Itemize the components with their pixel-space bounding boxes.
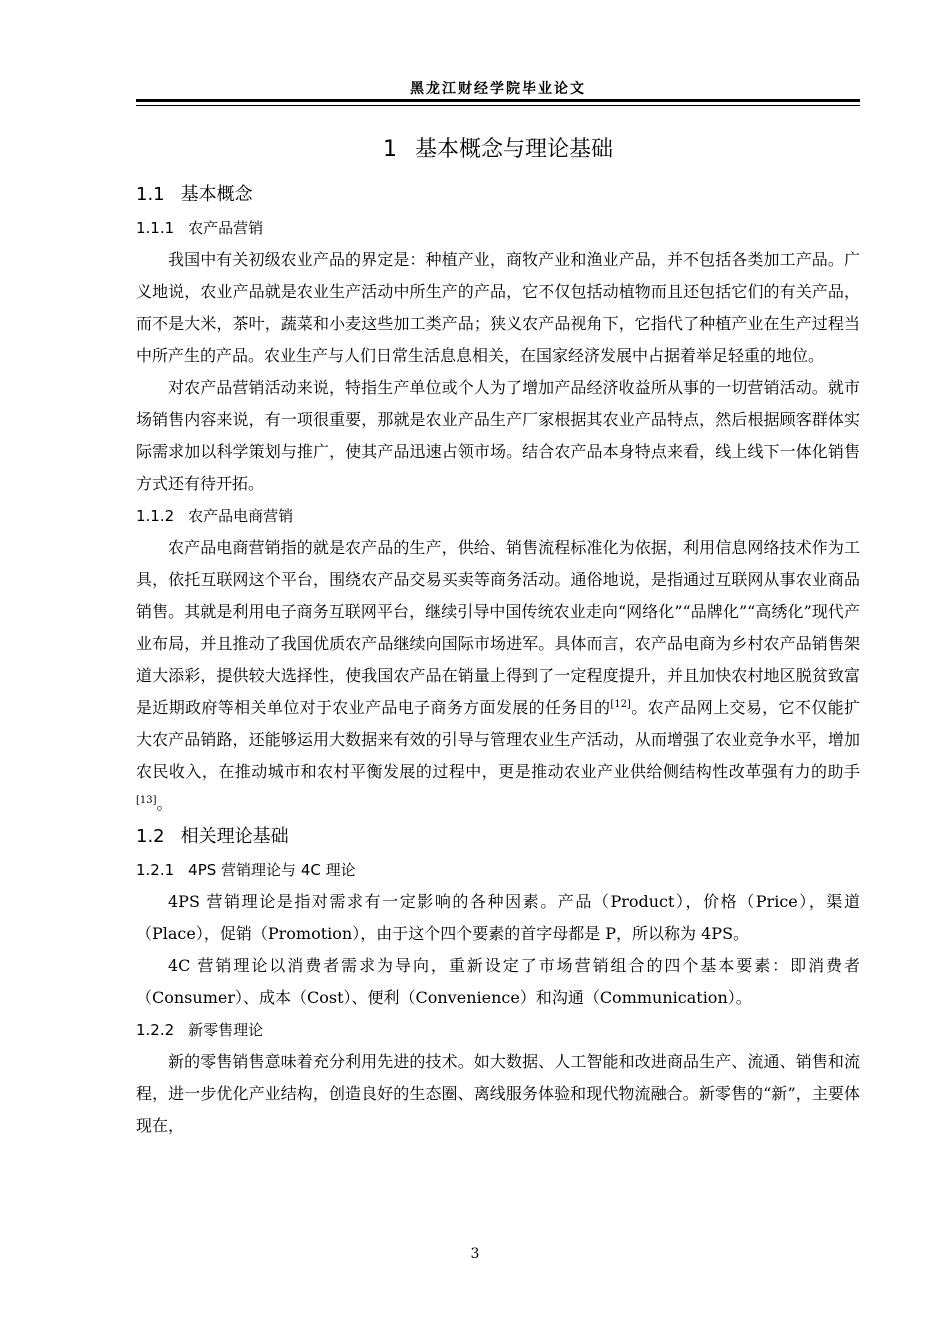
- subsection-heading-1-2-1: [136, 854, 860, 886]
- page-number: 3: [470, 1246, 480, 1262]
- subsection-number: 1.1.1: [136, 219, 175, 237]
- chapter-number: 1: [382, 137, 397, 162]
- paragraph-text: 。: [156, 794, 173, 813]
- paragraph: [136, 532, 860, 820]
- subsection-title: 农产品营销: [188, 219, 264, 237]
- paragraph: 4C 营销理论以消费者需求为导向，重新设定了市场营销组合的四个基本要素：即消费者（Consumer）、成本（Cost）、便利（Convenience）和沟通（Communication）。: [136, 956, 860, 1007]
- chapter-heading: [136, 128, 860, 172]
- running-header: 黑龙江财经学院毕业论文: [410, 81, 586, 97]
- chapter-title: 基本概念与理论基础: [414, 137, 613, 162]
- paragraph-text: 。农产品网上交易，它不仅能扩大农产品销路，还能够运用大数据来有效的引导与管理农业生产活动，从而增强了农业竞争水平，增加农民收入，在推动城市和农村平衡发展的过程中，更是推动农业产业供给侧结构性改革强有力的助手: [136, 698, 860, 781]
- paragraph: 新的零售销售意味着充分利用先进的技术。如大数据、人工智能和改进商品生产、流通、销售和流程，进一步优化产业结构，创造良好的生态圈、离线服务体验和现代物流融合。新零售的“新”，主要体现在，: [136, 1052, 860, 1135]
- section-title: 基本概念: [180, 184, 253, 205]
- subsection-title: 4PS 营销理论与 4C 理论: [188, 861, 356, 879]
- section-heading-1-1: [136, 178, 860, 212]
- subsection-number: 1.2.2: [136, 1021, 175, 1039]
- paragraph-text: 农产品电商营销指的就是农产品的生产，供给、销售流程标准化为依据，利用信息网络技术作为工具，依托互联网这个平台，围绕农产品交易买卖等商务活动。通俗地说，是指通过互联网从事农业商品销售。其就是利用电子商务互联网平台，继续引导中国传统农业走向“网络化”“品牌化”“高绣化”现代产业布局，并且推动了我国优质农产品继续向国际市场进军。具体而言，农产品电商为乡村农产品销售架道大添彩，提供较大选择性，使我国农产品在销量上得到了一定程度提升，并且加快农村地区脱贫致富是近期政府等相关单位对于农业产品电子商务方面发展的任务目的: [136, 538, 860, 717]
- section-heading-1-2: [136, 820, 860, 854]
- citation-13: [13]: [136, 795, 157, 806]
- paragraph: 4PS 营销理论是指对需求有一定影响的各种因素。产品（Product），价格（Price），渠道（Place），促销（Promotion），由于这个四个要素的首字母都是 P，所以称为 4PS。: [136, 892, 860, 943]
- subsection-number: 1.2.1: [136, 861, 175, 879]
- subsection-heading-1-1-2: [136, 500, 860, 532]
- section-number: 1.2: [136, 826, 165, 847]
- subsection-title: 新零售理论: [188, 1021, 264, 1039]
- subsection-title: 农产品电商营销: [188, 507, 294, 525]
- page-content: [136, 128, 860, 1142]
- section-number: 1.1: [136, 184, 165, 205]
- header-rule-thick: [136, 99, 860, 102]
- paragraph: 对农产品营销活动来说，特指生产单位或个人为了增加产品经济收益所从事的一切营销活动。就市场销售内容来说，有一项很重要，那就是农业产品生产厂家根据其农业产品特点，然后根据顾客群体实际需求加以科学策划与推广，使其产品迅速占领市场。结合农产品本身特点来看，线上线下一体化销售方式还有待开拓。: [136, 378, 860, 493]
- subsection-heading-1-2-2: [136, 1014, 860, 1046]
- paragraph: 我国中有关初级农业产品的界定是：种植产业，商牧产业和渔业产品，并不包括各类加工产品。广义地说，农业产品就是农业生产活动中所生产的产品，它不仅包括动植物而且还包括它们的有关产品，而不是大米，茶叶，蔬菜和小麦这些加工类产品；狭义农产品视角下，它指代了种植产业在生产过程当中所产生的产品。农业生产与人们日常生活息息相关，在国家经济发展中占据着举足轻重的地位。: [136, 250, 860, 365]
- header-rule-thin: [136, 105, 860, 106]
- subsection-heading-1-1-1: [136, 212, 860, 244]
- citation-12: [12]: [610, 699, 631, 710]
- subsection-number: 1.1.2: [136, 507, 175, 525]
- section-title: 相关理论基础: [180, 826, 289, 847]
